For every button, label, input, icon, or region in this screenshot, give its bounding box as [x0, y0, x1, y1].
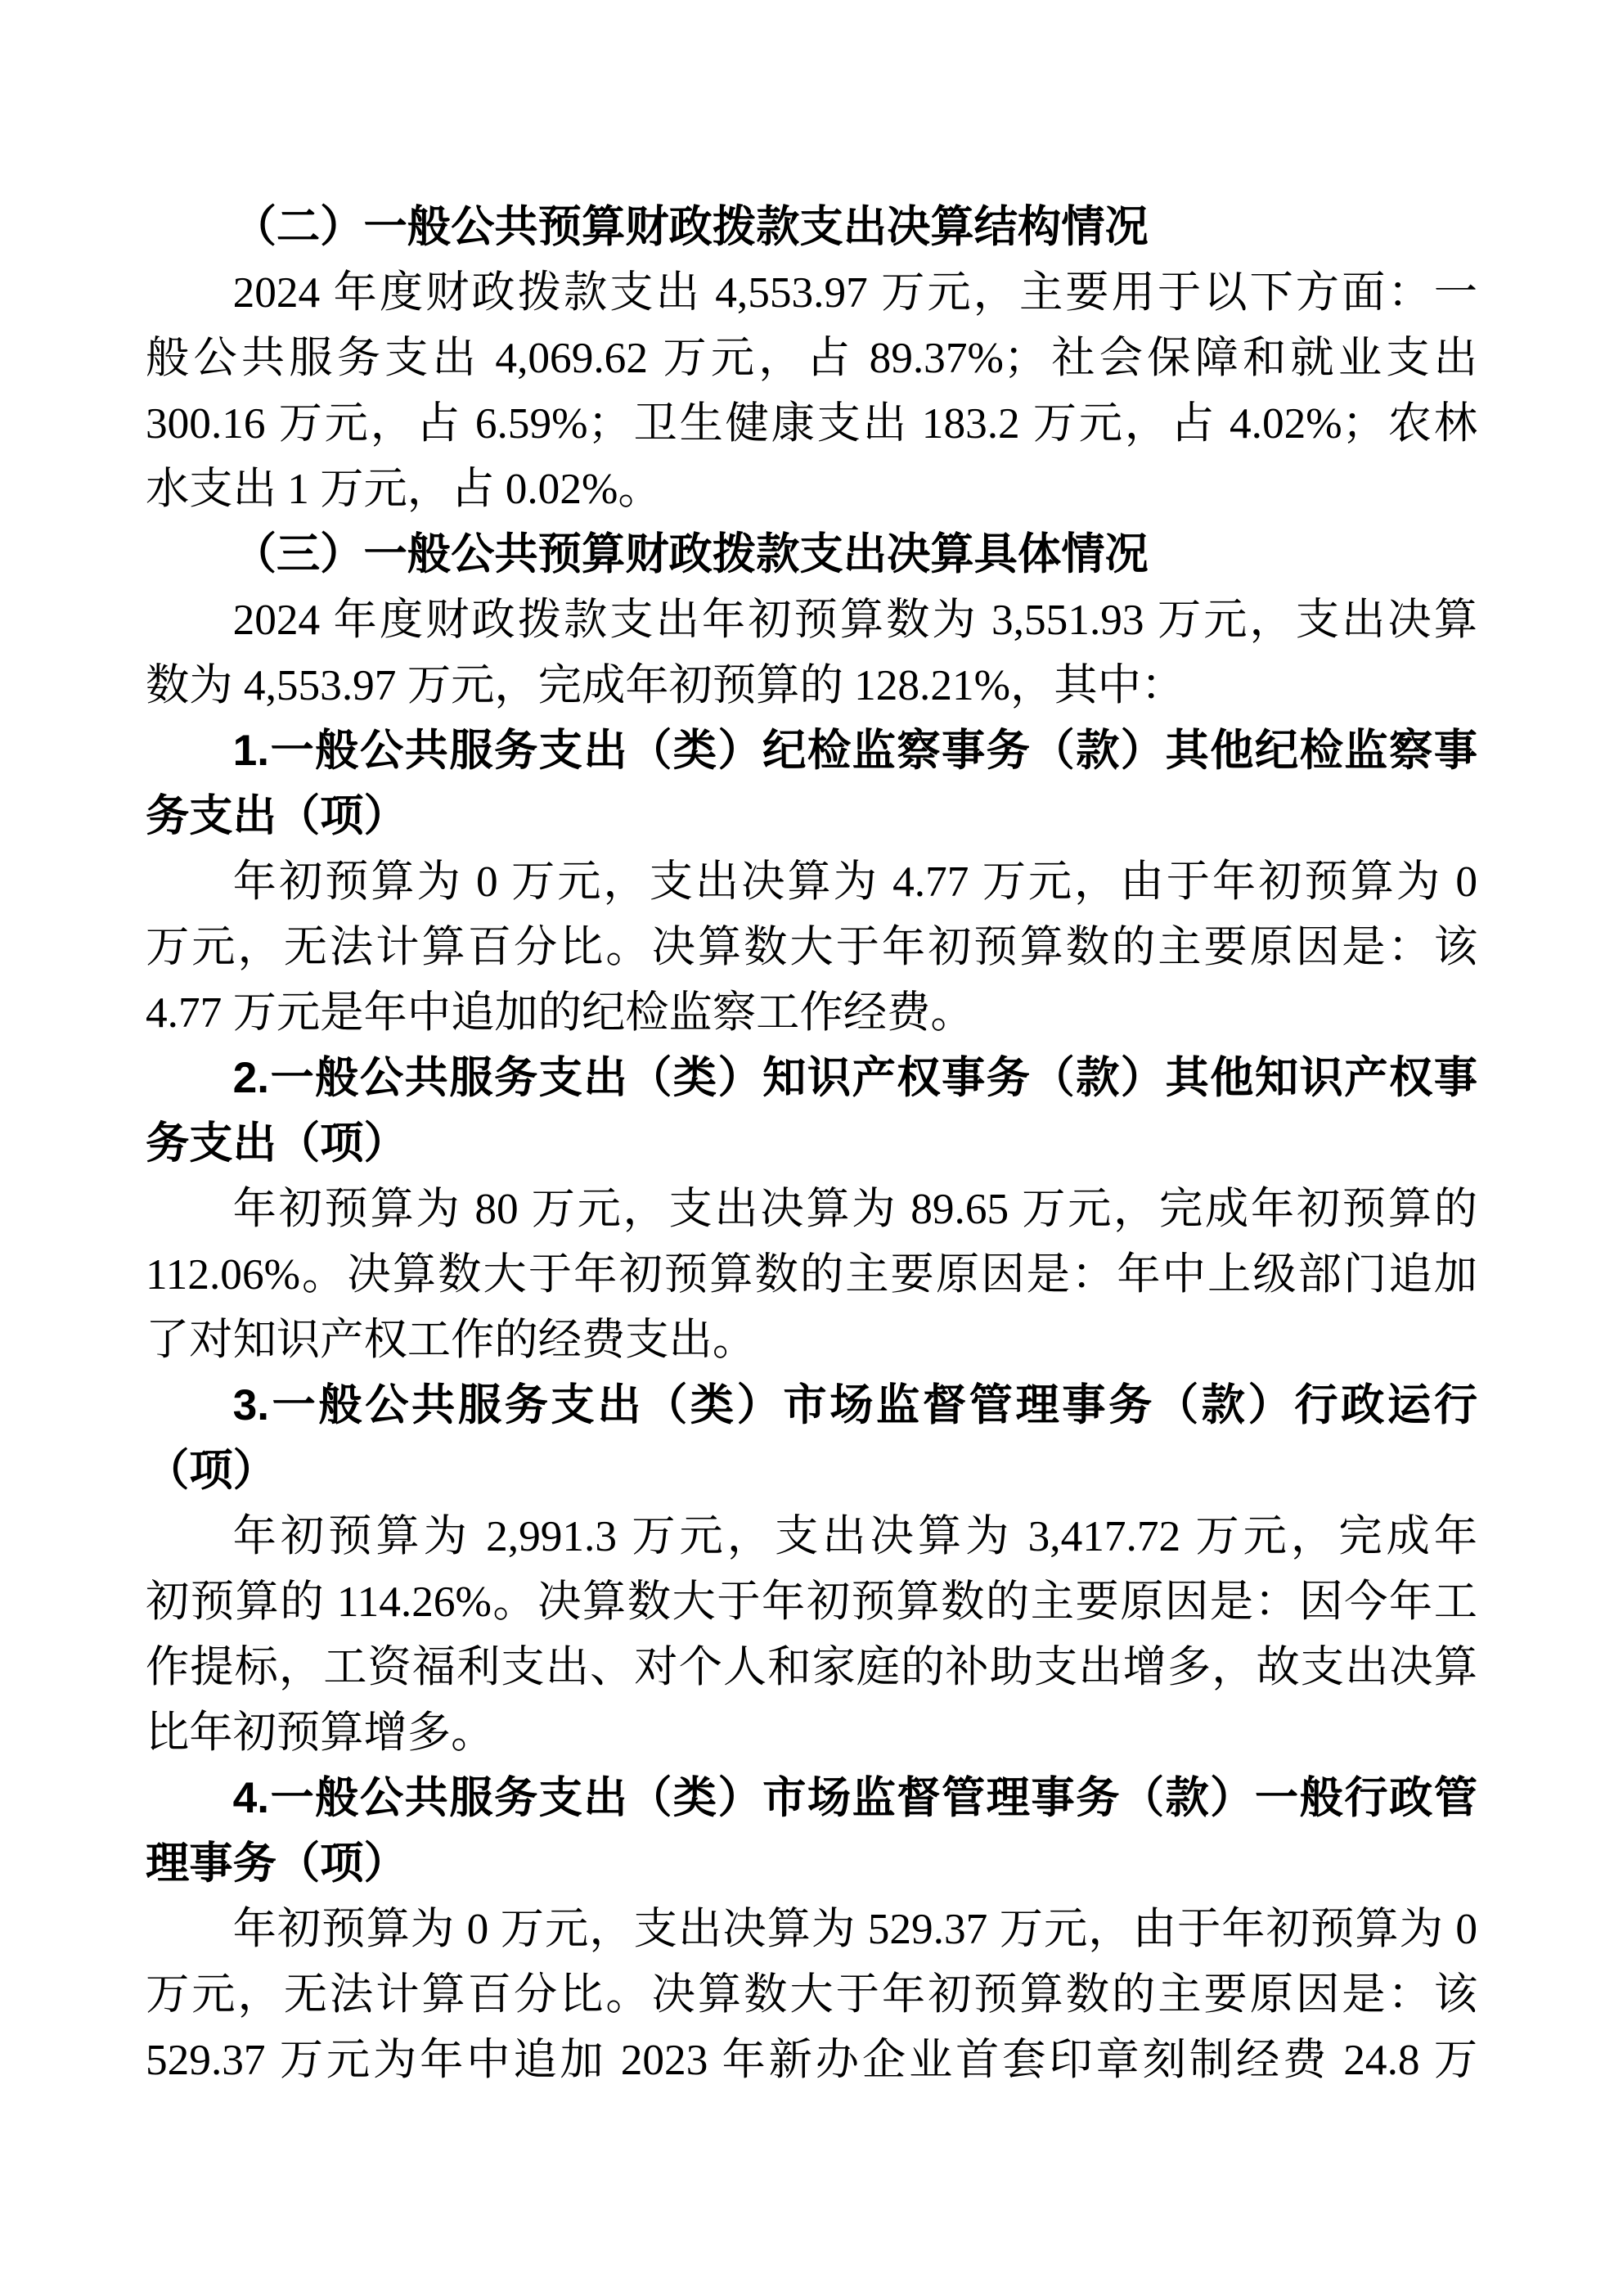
paragraph-line: 水支出 1 万元，占 0.02%。	[146, 465, 662, 513]
paragraph-line: 作提标，工资福利支出、对个人和家庭的补助支出增多，故支出决算	[146, 1643, 1477, 1691]
subheading-line: 务支出（项）	[146, 792, 407, 840]
item-4-heading	[146, 1766, 1477, 1897]
section-heading-line: （三）一般公共预算财政拨款支出决算具体情况	[232, 530, 1149, 579]
paragraph-line: 112.06%。决算数大于年初预算数的主要原因是：年中上级部门追加	[146, 1250, 1477, 1299]
item-2-heading	[146, 1046, 1477, 1177]
item-4-paragraph	[146, 1897, 1477, 2093]
item-3-paragraph	[146, 1504, 1477, 1766]
paragraph-line: 300.16 万元，占 6.59%；卫生健康支出 183.2 万元，占 4.02%；农林	[146, 399, 1477, 448]
paragraph-line: 年初预算为 2,991.3 万元，支出决算为 3,417.72 万元，完成年	[232, 1512, 1477, 1560]
item-1-paragraph	[146, 849, 1477, 1046]
section-iii-intro-paragraph	[146, 588, 1477, 718]
item-1-heading	[146, 718, 1477, 849]
section-ii-paragraph	[146, 260, 1477, 522]
paragraph-line: 2024 年度财政拨款支出年初预算数为 3,551.93 万元，支出决算	[232, 596, 1477, 644]
paragraph-line: 4.77 万元是年中追加的纪检监察工作经费。	[146, 988, 974, 1037]
item-3-heading	[146, 1373, 1477, 1504]
subheading-line: （项）	[146, 1447, 276, 1495]
subheading-line: 务支出（项）	[146, 1119, 407, 1168]
item-2-paragraph	[146, 1177, 1477, 1373]
paragraph-line: 2024 年度财政拨款支出 4,553.97 万元，主要用于以下方面：一	[232, 268, 1477, 317]
section-heading-line: （二）一般公共预算财政拨款支出决算结构情况	[232, 203, 1149, 251]
subheading-line: 1.一般公共服务支出（类）纪检监察事务（款）其他纪检监察事	[232, 727, 1477, 775]
subheading-line: 4.一般公共服务支出（类）市场监督管理事务（款）一般行政管	[232, 1774, 1477, 1822]
subheading-line: 理事务（项）	[146, 1839, 407, 1888]
paragraph-line: 年初预算为 80 万元，支出决算为 89.65 万元，完成年初预算的	[232, 1185, 1477, 1233]
paragraph-line: 年初预算为 0 万元，支出决算为 4.77 万元，由于年初预算为 0	[232, 858, 1477, 906]
paragraph-line: 般公共服务支出 4,069.62 万元，占 89.37%；社会保障和就业支出	[146, 334, 1477, 382]
paragraph-line: 万元，无法计算百分比。决算数大于年初预算数的主要原因是：该	[146, 923, 1477, 971]
paragraph-line: 初预算的 114.26%。决算数大于年初预算数的主要原因是：因今年工	[146, 1578, 1477, 1626]
paragraph-line: 年初预算为 0 万元，支出决算为 529.37 万元，由于年初预算为 0	[232, 1905, 1477, 1953]
paragraph-line: 了对知识产权工作的经费支出。	[146, 1316, 757, 1364]
paragraph-line: 比年初预算增多。	[146, 1708, 495, 1757]
subheading-line: 2.一般公共服务支出（类）知识产权事务（款）其他知识产权事	[232, 1054, 1477, 1102]
paragraph-line: 数为 4,553.97 万元，完成年初预算的 128.21%，其中：	[146, 661, 1185, 709]
subheading-line: 3.一般公共服务支出（类）市场监督管理事务（款）行政运行	[232, 1381, 1477, 1429]
paragraph-line: 万元，无法计算百分比。决算数大于年初预算数的主要原因是：该	[146, 1970, 1477, 2019]
section-iii-heading	[146, 522, 1477, 588]
section-ii-heading	[146, 195, 1477, 260]
paragraph-line: 529.37 万元为年中追加 2023 年新办企业首套印章刻制经费 24.8 万	[146, 2036, 1477, 2084]
